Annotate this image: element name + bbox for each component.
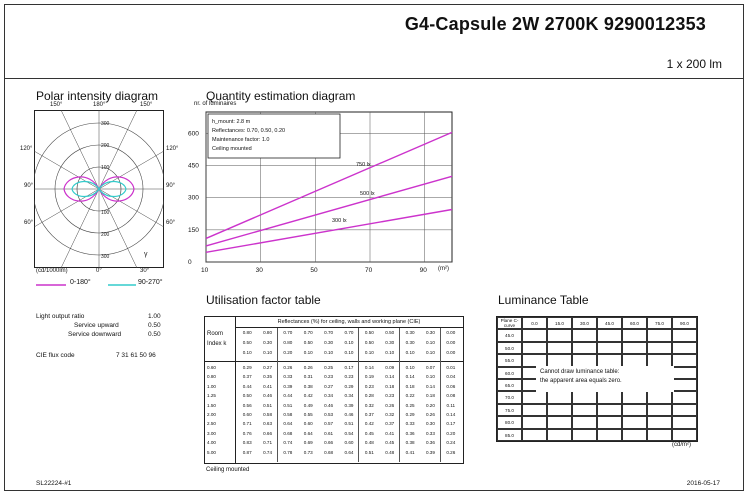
curve-label-300: 300 lx (332, 218, 347, 224)
utilisation-cell: 0.45 (364, 430, 374, 436)
header-divider (4, 78, 744, 79)
utilisation-cell: 0.73 (303, 449, 313, 455)
quantity-title: Quantity estimation diagram (206, 89, 356, 103)
ring-label-200-top: 200 (101, 143, 110, 149)
utilisation-cell: 0.37 (364, 412, 374, 417)
spec-lor-label: Light output ratio (36, 313, 85, 320)
luminance-cell (522, 329, 547, 341)
utilisation-group-separator (277, 328, 278, 462)
utilisation-cell: 0.14 (364, 365, 374, 370)
utilisation-cell: 0.41 (405, 449, 415, 455)
utilisation-cell: 0.56 (242, 402, 252, 408)
series-line (206, 176, 452, 246)
utilisation-cell: 0.42 (364, 421, 374, 427)
utilisation-table-frame (204, 316, 464, 464)
utilisation-cell: 0.46 (324, 402, 334, 408)
utilisation-cell: 0.76 (242, 430, 252, 436)
utilisation-cell: 0.39 (283, 383, 293, 389)
luminance-cell (547, 429, 572, 441)
utilisation-cell: 0.63 (263, 421, 273, 427)
utilisation-cell: 0.30 (425, 421, 435, 427)
luminance-row-header: 85.0 (497, 429, 522, 441)
utilisation-cell: 0.32 (364, 402, 374, 408)
utilisation-group-separator (399, 328, 400, 462)
utilisation-cell: 0.41 (263, 383, 273, 389)
utilisation-cell: 0.60 (303, 421, 313, 427)
luminance-cell (647, 354, 672, 366)
spec-upward-label: Service upward (74, 322, 119, 329)
luminance-column-header: 45.0 (597, 317, 622, 329)
luminance-row-header: 75.0 (497, 404, 522, 416)
luminance-cell (547, 329, 572, 341)
luminance-message (536, 366, 674, 392)
luminance-cell (572, 391, 597, 403)
room-index-value: 5.00 (207, 449, 216, 455)
quantity-xunit: (m²) (438, 266, 449, 272)
spec-lor-value: 1.00 (148, 313, 161, 320)
luminance-cell (672, 429, 697, 441)
luminance-cell (622, 391, 647, 403)
reflectance-cell: 0.10 (303, 350, 313, 355)
utilisation-cell: 0.87 (242, 449, 252, 455)
reflectance-cell: 0.10 (425, 350, 435, 355)
utilisation-cell: 0.23 (344, 374, 354, 380)
polar-bottom-label-30: 30° (140, 268, 150, 274)
utilisation-cell: 0.33 (283, 374, 293, 380)
quantity-info-mounting: Ceiling mounted (212, 146, 252, 152)
luminance-row-header: 65.0 (497, 379, 522, 391)
utilisation-cell: 0.58 (263, 412, 273, 417)
utilisation-cell: 0.34 (324, 393, 334, 399)
reflectance-cell: 0.70 (344, 330, 354, 335)
product-title: G4-Capsule 2W 2700K 9290012353 (404, 14, 706, 34)
gamma-symbol: γ (144, 251, 148, 258)
reflectance-cell: 0.10 (344, 350, 354, 355)
luminance-cell (572, 342, 597, 354)
legend-label-0-180: 0-180° (70, 279, 91, 286)
utilisation-cell: 0.14 (446, 412, 456, 417)
y-tick-label: 150 (188, 226, 199, 234)
utilisation-cell: 0.27 (324, 383, 334, 389)
luminance-cell (522, 404, 547, 416)
reflectance-cell: 0.50 (303, 340, 313, 345)
room-index-value: 4.00 (207, 440, 216, 446)
utilisation-cell: 0.25 (405, 402, 415, 408)
luminance-cell (622, 416, 647, 428)
utilisation-cell: 0.10 (405, 365, 415, 370)
utilisation-cell: 0.83 (242, 440, 252, 446)
luminance-cell (572, 329, 597, 341)
utilisation-cell: 0.23 (385, 393, 395, 399)
luminance-cell (597, 416, 622, 428)
quantity-ylabel: nr. of luminaires (194, 101, 237, 107)
luminance-cell (647, 404, 672, 416)
luminance-cell (622, 342, 647, 354)
utilisation-cell: 0.10 (425, 374, 435, 380)
utilisation-cell: 0.38 (303, 383, 313, 389)
luminance-cell (597, 391, 622, 403)
utilisation-cell: 0.46 (344, 412, 354, 417)
reflectance-cell: 0.50 (364, 330, 374, 335)
luminance-corner: Plane C-curve (497, 317, 522, 329)
quantity-info-maintenance: Maintenance factor: 1.0 (212, 137, 270, 143)
polar-side-label-90-right: 90° (166, 183, 176, 189)
x-tick-label: 90 (419, 267, 427, 274)
polar-side-label-60-right: 60° (166, 220, 176, 226)
polar-bottom-label-0: 0° (96, 268, 102, 274)
reflectance-cell: 0.30 (405, 340, 415, 345)
luminance-cell (672, 342, 697, 354)
luminance-cell (522, 391, 547, 403)
utilisation-cell: 0.17 (446, 421, 456, 427)
luminance-cell (647, 416, 672, 428)
luminance-column-header: 0.0 (522, 317, 547, 329)
utilisation-cell: 0.26 (446, 449, 456, 455)
polar-unit-label: (cd/1000lm) (36, 268, 68, 274)
utilisation-cell: 0.23 (324, 374, 334, 380)
room-index-value: 1.00 (207, 383, 216, 389)
y-tick-label: 300 (188, 194, 199, 202)
polar-top-label-left: 150° (50, 102, 63, 108)
spec-downward-value: 0.50 (148, 331, 161, 338)
quantity-chart (184, 108, 460, 280)
reflectance-cell: 0.10 (344, 340, 354, 345)
luminous-flux: 1 x 200 lm (666, 57, 722, 71)
luminance-cell (547, 416, 572, 428)
utilisation-cell: 0.29 (405, 412, 415, 417)
utilisation-cell: 0.58 (283, 412, 293, 417)
utilisation-cell: 0.29 (242, 365, 252, 370)
polar-side-label-120-left: 120° (20, 146, 33, 152)
luminance-row-header: 50.0 (497, 342, 522, 354)
utilisation-cell: 0.14 (425, 383, 435, 389)
luminance-row-header: 70.0 (497, 391, 522, 403)
y-tick-label: 0 (188, 259, 192, 266)
room-index-value: 3.00 (207, 430, 216, 436)
reflectance-cell: 0.80 (263, 330, 273, 335)
utilisation-group-separator (358, 328, 359, 462)
luminance-cell (547, 391, 572, 403)
luminance-cell (622, 329, 647, 341)
luminance-cell (647, 391, 672, 403)
utilisation-cell: 0.44 (283, 393, 293, 399)
utilisation-cell: 0.51 (263, 402, 273, 408)
x-tick-label: 70 (365, 267, 373, 274)
reflectance-cell: 0.00 (446, 350, 456, 355)
curve-label-500: 500 lx (360, 191, 375, 197)
document-code: SL22224-#1 (36, 480, 72, 487)
reflectance-cell: 0.30 (324, 340, 334, 345)
utilisation-cell: 0.68 (283, 430, 293, 436)
luminance-cell (622, 429, 647, 441)
utilisation-cell: 0.41 (385, 430, 395, 436)
room-index-value: 1.50 (207, 402, 216, 408)
utilisation-cell: 0.42 (303, 393, 313, 399)
reflectance-cell: 0.10 (324, 350, 334, 355)
utilisation-cell: 0.53 (324, 412, 334, 417)
utilisation-title: Utilisation factor table (206, 293, 321, 307)
luminance-cell (522, 354, 547, 366)
utilisation-head: Reflectances (%) for ceiling, walls and working plane (CIE) (277, 319, 421, 325)
luminance-cell (597, 342, 622, 354)
utilisation-cell: 0.27 (263, 365, 273, 370)
utilisation-cell: 0.64 (303, 430, 313, 436)
utilisation-cell: 0.71 (242, 421, 252, 427)
utilisation-cell: 0.61 (324, 430, 334, 436)
series-line (206, 210, 452, 253)
luminance-cell (672, 404, 697, 416)
utilisation-cell: 0.68 (324, 449, 334, 455)
utilisation-cell: 0.08 (446, 393, 456, 399)
utilisation-cell: 0.64 (344, 449, 354, 455)
utilisation-cell: 0.36 (405, 430, 415, 436)
reflectance-cell: 0.50 (364, 340, 374, 345)
reflectance-cell: 0.70 (324, 330, 334, 335)
reflectance-cell: 0.30 (263, 340, 273, 345)
luminance-cell (647, 342, 672, 354)
luminance-cell (572, 404, 597, 416)
luminance-cell (597, 404, 622, 416)
luminance-cell (672, 329, 697, 341)
utilisation-group-separator (440, 328, 441, 462)
document-date: 2016-05-17 (686, 480, 720, 487)
utilisation-cell: 0.18 (425, 393, 435, 399)
luminance-cell (647, 429, 672, 441)
luminance-cell (597, 329, 622, 341)
utilisation-cell: 0.38 (405, 440, 415, 446)
luminance-message-line-1: Cannot draw luminance table: (540, 369, 620, 375)
spec-downward-label: Service downward (68, 331, 122, 338)
legend-swatch-90-270 (108, 282, 136, 288)
luminance-column-header: 15.0 (547, 317, 572, 329)
utilisation-cell: 0.23 (364, 383, 374, 389)
reflectance-cell: 0.10 (263, 350, 273, 355)
utilisation-head-divider (235, 327, 463, 328)
reflectance-cell: 0.50 (242, 340, 252, 345)
luminance-cell (547, 354, 572, 366)
room-index-label: Room Index k (207, 331, 227, 347)
utilisation-cell: 0.48 (364, 440, 374, 446)
luminance-cell (672, 391, 697, 403)
ring-label-300-bottom: 300 (101, 254, 110, 260)
utilisation-cell: 0.22 (405, 393, 415, 399)
ring-label-300-top: 300 (101, 121, 110, 127)
luminance-title: Luminance Table (498, 293, 589, 307)
reflectance-cell: 0.30 (405, 330, 415, 335)
luminance-cell (572, 416, 597, 428)
ring-label-100-top: 100 (101, 165, 110, 171)
luminance-row-header: 60.0 (497, 367, 522, 379)
reflectance-cell: 0.00 (446, 340, 456, 345)
reflectance-cell: 0.10 (385, 350, 395, 355)
polar-title: Polar intensity diagram (36, 89, 159, 103)
spec-upward-value: 0.50 (148, 322, 161, 329)
utilisation-cell: 0.66 (263, 430, 273, 436)
utilisation-cell: 0.35 (263, 374, 273, 380)
utilisation-cell: 0.26 (385, 402, 395, 408)
utilisation-cell: 0.32 (385, 412, 395, 417)
utilisation-cell: 0.07 (425, 365, 435, 370)
luminance-row-header: 55.0 (497, 354, 522, 366)
utilisation-cell: 0.54 (344, 430, 354, 436)
utilisation-cell: 0.74 (283, 440, 293, 446)
room-index-value: 2.50 (207, 421, 216, 427)
luminance-cell (597, 354, 622, 366)
luminance-column-header: 90.0 (672, 317, 697, 329)
utilisation-cell: 0.60 (242, 412, 252, 417)
luminance-column-header: 30.0 (572, 317, 597, 329)
luminance-cell (597, 429, 622, 441)
curve-label-750: 750 lx (356, 162, 371, 168)
reflectance-cell: 0.10 (405, 350, 415, 355)
utilisation-cell: 0.33 (425, 430, 435, 436)
luminance-cell (572, 429, 597, 441)
utilisation-cell: 0.29 (344, 383, 354, 389)
utilisation-cell: 0.50 (242, 393, 252, 399)
reflectance-cell: 0.80 (283, 340, 293, 345)
utilisation-cell: 0.20 (425, 402, 435, 408)
polar-diagram (34, 110, 164, 268)
utilisation-cell: 0.28 (364, 393, 374, 399)
cie-flux-value: 7 31 61 50 96 (116, 352, 156, 359)
reflectance-cell: 0.30 (425, 330, 435, 335)
utilisation-cell: 0.71 (263, 440, 273, 446)
reflectance-cell: 0.20 (283, 350, 293, 355)
luminance-message-line-2: the apparent area equals zero. (540, 378, 622, 384)
y-tick-label: 450 (188, 162, 199, 170)
utilisation-cell: 0.37 (242, 374, 252, 380)
utilisation-cell: 0.66 (324, 440, 334, 446)
room-index-value: 0.80 (207, 374, 216, 380)
utilisation-cell: 0.34 (344, 393, 354, 399)
utilisation-cell: 0.26 (303, 365, 313, 370)
reflectance-cell: 0.50 (385, 330, 395, 335)
x-tick-label: 30 (255, 267, 263, 274)
quantity-info-reflectances: Reflectances: 0.70, 0.50, 0.20 (212, 128, 286, 134)
reflectance-cell: 0.30 (385, 340, 395, 345)
reflectance-cell: 0.00 (446, 330, 456, 335)
luminance-unit: (cd/m²) (672, 442, 691, 448)
reflectance-cell: 0.70 (303, 330, 313, 335)
reflectance-cell: 0.80 (242, 330, 252, 335)
utilisation-cell: 0.19 (364, 374, 374, 380)
utilisation-cell: 0.39 (344, 402, 354, 408)
polar-top-label-center: 180° (93, 102, 106, 108)
ring-label-100-bottom: 100 (101, 210, 110, 216)
utilisation-cell: 0.74 (263, 449, 273, 455)
reflectance-cell: 0.70 (283, 330, 293, 335)
luminance-cell (672, 367, 697, 379)
utilisation-cell: 0.39 (425, 449, 435, 455)
utilisation-cell: 0.17 (344, 365, 354, 370)
room-index-value: 0.60 (207, 365, 216, 370)
luminance-cell (522, 416, 547, 428)
polar-side-label-90-left: 90° (24, 183, 34, 189)
polar-side-label-60-left: 60° (24, 220, 34, 226)
utilisation-cell: 0.18 (385, 383, 395, 389)
legend-label-90-270: 90-270° (138, 279, 163, 286)
cie-flux-label: CIE flux code (36, 352, 75, 359)
reflectance-cell: 0.10 (364, 350, 374, 355)
x-tick-label: 10 (201, 267, 209, 274)
utilisation-cell: 0.14 (385, 374, 395, 380)
luminance-cell (672, 354, 697, 366)
utilisation-cell: 0.31 (303, 374, 313, 380)
utilisation-cell: 0.64 (283, 421, 293, 427)
utilisation-cell: 0.14 (405, 374, 415, 380)
x-tick-label: 50 (310, 267, 318, 274)
utilisation-cell: 0.25 (324, 365, 334, 370)
reflectance-cell: 0.10 (242, 350, 252, 355)
utilisation-cell: 0.33 (405, 421, 415, 427)
utilisation-cell: 0.24 (446, 440, 456, 446)
utilisation-cell: 0.01 (446, 365, 456, 370)
utilisation-cell: 0.51 (283, 402, 293, 408)
utilisation-cell: 0.11 (446, 402, 456, 408)
luminance-cell (547, 342, 572, 354)
luminance-cell (622, 404, 647, 416)
utilisation-cell: 0.57 (324, 421, 334, 427)
utilisation-cell: 0.49 (303, 402, 313, 408)
utilisation-cell: 0.55 (303, 412, 313, 417)
utilisation-cell: 0.37 (385, 421, 395, 427)
utilisation-cell: 0.44 (242, 383, 252, 389)
luminance-column-header: 75.0 (647, 317, 672, 329)
utilisation-cell: 0.48 (385, 449, 395, 455)
utilisation-cell: 0.26 (283, 365, 293, 370)
luminance-cell (672, 379, 697, 391)
y-tick-label: 600 (188, 130, 199, 138)
utilisation-cell: 0.18 (405, 383, 415, 389)
utilisation-cell: 0.51 (364, 449, 374, 455)
luminance-cell (547, 404, 572, 416)
utilisation-body-divider (205, 361, 463, 362)
luminance-column-header: 60.0 (622, 317, 647, 329)
luminance-cell (647, 329, 672, 341)
luminance-row-header: 45.0 (497, 329, 522, 341)
luminance-cell (572, 354, 597, 366)
luminance-cell (522, 429, 547, 441)
utilisation-cell: 0.04 (446, 374, 456, 380)
utilisation-footer: Ceiling mounted (206, 467, 250, 473)
luminance-cell (622, 354, 647, 366)
luminance-row-header: 80.0 (497, 416, 522, 428)
utilisation-cell: 0.06 (446, 383, 456, 389)
polar-top-label-right: 150° (140, 102, 153, 108)
utilisation-cell: 0.09 (385, 365, 395, 370)
utilisation-cell: 0.51 (344, 421, 354, 427)
luminance-cell (672, 416, 697, 428)
luminance-cell (522, 342, 547, 354)
utilisation-cell: 0.69 (303, 440, 313, 446)
utilisation-cell: 0.78 (283, 449, 293, 455)
utilisation-cell: 0.26 (425, 412, 435, 417)
legend-swatch-0-180 (36, 282, 66, 288)
polar-side-label-120-right: 120° (166, 146, 179, 152)
quantity-info-height: h_mount: 2.8 m (212, 119, 251, 125)
room-index-value: 1.25 (207, 393, 216, 399)
utilisation-cell: 0.20 (446, 430, 456, 436)
ring-label-200-bottom: 200 (101, 232, 110, 238)
reflectance-cell: 0.10 (425, 340, 435, 345)
utilisation-cell: 0.45 (385, 440, 395, 446)
room-index-value: 2.00 (207, 412, 216, 417)
utilisation-cell: 0.60 (344, 440, 354, 446)
utilisation-cell: 0.46 (263, 393, 273, 399)
utilisation-cell: 0.36 (425, 440, 435, 446)
